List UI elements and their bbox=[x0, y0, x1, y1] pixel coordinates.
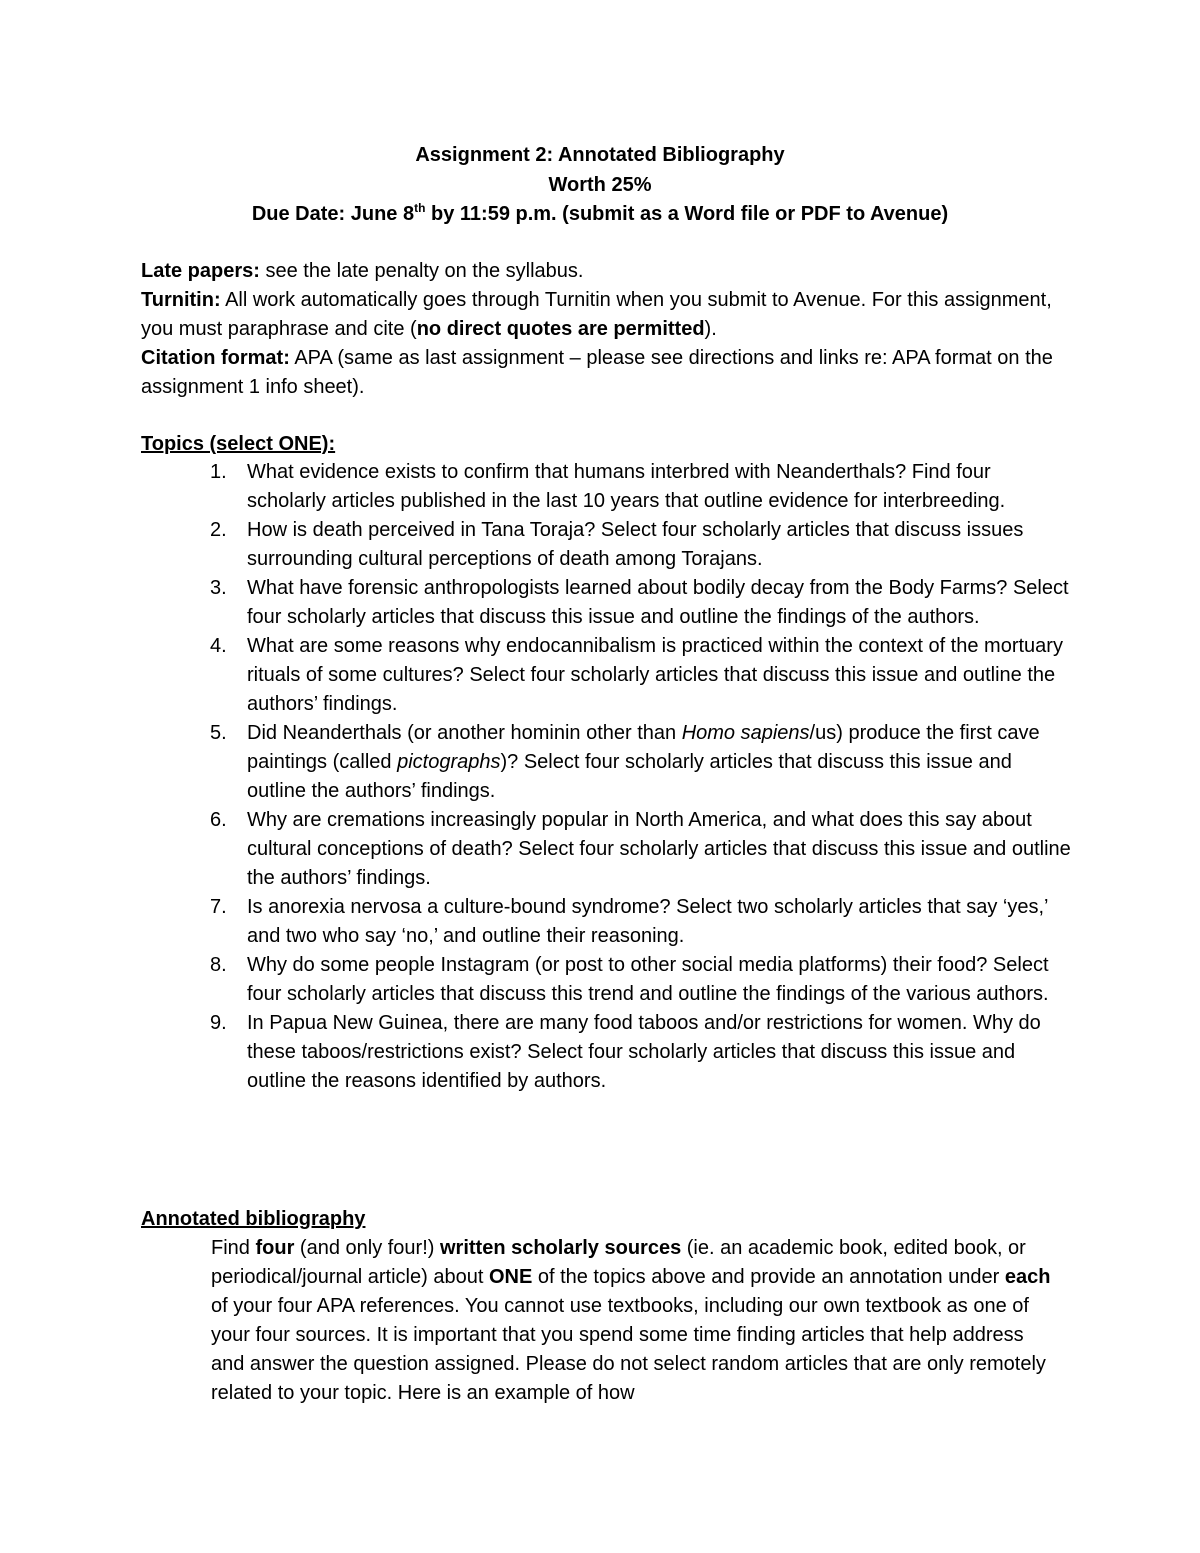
topic-item bbox=[141, 719, 1071, 806]
assignment-title: Assignment 2: Annotated Bibliography bbox=[415, 144, 785, 166]
topic-text: What evidence exists to confirm that humans interbred with Neanderthals? Find four scholarly articles published in the last 10 years that outline evidence for interbreeding. bbox=[247, 461, 1006, 512]
topic-number: 9. bbox=[210, 1012, 227, 1034]
topic-text: Is anorexia nervosa a culture-bound syndrome? Select two scholarly articles that say ‘yes,’ and two who say ‘no,’ and outline their reasoning. bbox=[247, 896, 1048, 947]
topic-number: 7. bbox=[210, 896, 227, 918]
bibliography-instructions bbox=[211, 1234, 1061, 1408]
topic-item bbox=[141, 574, 1071, 632]
document-header bbox=[0, 141, 1200, 230]
topic-text: Why do some people Instagram (or post to other social media platforms) their food? Select four scholarly articles that discuss this trend and outline the findings of the various authors. bbox=[247, 954, 1049, 1005]
turnitin-text: All work automatically goes through Turnitin when you submit to Avenue. For this assignment, you must paraphrase and cite ( bbox=[141, 289, 1052, 340]
bib-text: (and only four!) bbox=[294, 1237, 440, 1259]
assignment-info bbox=[141, 257, 1061, 402]
topic-number: 5. bbox=[210, 722, 227, 744]
citation-text: APA (same as last assignment – please see directions and links re: APA format on the assignment 1 info sheet). bbox=[141, 347, 1053, 398]
topic-number: 6. bbox=[210, 809, 227, 831]
topic-number: 3. bbox=[210, 577, 227, 599]
topic-text: In Papua New Guinea, there are many food taboos and/or restrictions for women. Why do these taboos/restrictions exist? Select four scholarly articles that discuss this issue and outline the reasons identified by authors. bbox=[247, 1012, 1041, 1092]
topic-italic-term: pictographs bbox=[397, 751, 501, 773]
topic-number: 8. bbox=[210, 954, 227, 976]
topic-item bbox=[141, 516, 1071, 574]
topic-item bbox=[141, 951, 1071, 1009]
citation-label: Citation format: bbox=[141, 347, 290, 369]
assignment-worth: Worth 25% bbox=[548, 173, 652, 196]
bib-text: of your four APA references. You cannot use textbooks, including our own textbook as one of your four sources. It is important that you spend some time finding articles that help address and answer the question assigned. Please do not select random articles that are only remotely related to your topic. Here is an example of how bbox=[211, 1295, 1046, 1404]
due-date-ordinal: th bbox=[414, 201, 426, 215]
bib-text: of the topics above and provide an annotation under bbox=[532, 1266, 1005, 1288]
bib-bold: written scholarly sources bbox=[439, 1237, 682, 1259]
due-date bbox=[0, 200, 1200, 230]
topic-italic-term: Homo sapiens bbox=[681, 722, 810, 744]
topic-text: How is death perceived in Tana Toraja? Select four scholarly articles that discuss issues surrounding cultural perceptions of death among Torajans. bbox=[247, 519, 1024, 570]
topics-list bbox=[141, 458, 1071, 1096]
topics-heading: Topics (select ONE): bbox=[141, 433, 336, 455]
topic-item bbox=[141, 806, 1071, 893]
topic-item bbox=[141, 893, 1071, 951]
bib-text: Find bbox=[211, 1237, 256, 1259]
citation-line bbox=[141, 344, 1061, 402]
bib-text: (ie. an academic book, edited book, or periodical/journal article) about bbox=[211, 1237, 1026, 1288]
turnitin-label: Turnitin: bbox=[141, 289, 221, 311]
late-papers-label: Late papers: bbox=[141, 260, 260, 282]
bib-bold: four bbox=[255, 1237, 295, 1259]
topic-item bbox=[141, 458, 1071, 516]
due-date-suffix: by 11:59 p.m. (submit as a Word file or PDF to Avenue) bbox=[425, 203, 949, 225]
late-papers-line bbox=[141, 257, 1061, 286]
bib-bold: ONE bbox=[488, 1266, 533, 1288]
topic-text-part: Did Neanderthals (or another hominin other than bbox=[247, 722, 682, 744]
turnitin-line bbox=[141, 286, 1061, 344]
topic-item bbox=[141, 1009, 1071, 1096]
topic-number: 1. bbox=[210, 461, 227, 483]
topic-text: What are some reasons why endocannibalism is practiced within the context of the mortuary rituals of some cultures? Select four scholarly articles that discuss this issue and outline the authors’ findings. bbox=[247, 635, 1063, 715]
topic-number: 2. bbox=[210, 519, 227, 541]
turnitin-bold-text: no direct quotes are permitted bbox=[416, 318, 705, 340]
bibliography-heading: Annotated bibliography bbox=[141, 1208, 366, 1230]
topic-text-part: /us) produce the first cave paintings (called bbox=[247, 722, 1040, 773]
topic-text: What have forensic anthropologists learned about bodily decay from the Body Farms? Select four scholarly articles that discuss this issue and outline the findings of the authors. bbox=[247, 577, 1069, 628]
topic-text-part: )? Select four scholarly articles that discuss this issue and outline the authors’ findings. bbox=[247, 751, 1012, 802]
topic-number: 4. bbox=[210, 635, 227, 657]
topic-item bbox=[141, 632, 1071, 719]
bib-bold: each bbox=[1004, 1266, 1051, 1288]
due-date-prefix: Due Date: June 8 bbox=[251, 203, 415, 225]
turnitin-end: ). bbox=[704, 318, 717, 340]
topic-text: Why are cremations increasingly popular in North America, and what does this say about cultural conceptions of death? Select four scholarly articles that discuss this issue and outline the authors’ findings. bbox=[247, 809, 1071, 889]
late-papers-text: see the late penalty on the syllabus. bbox=[259, 260, 584, 282]
